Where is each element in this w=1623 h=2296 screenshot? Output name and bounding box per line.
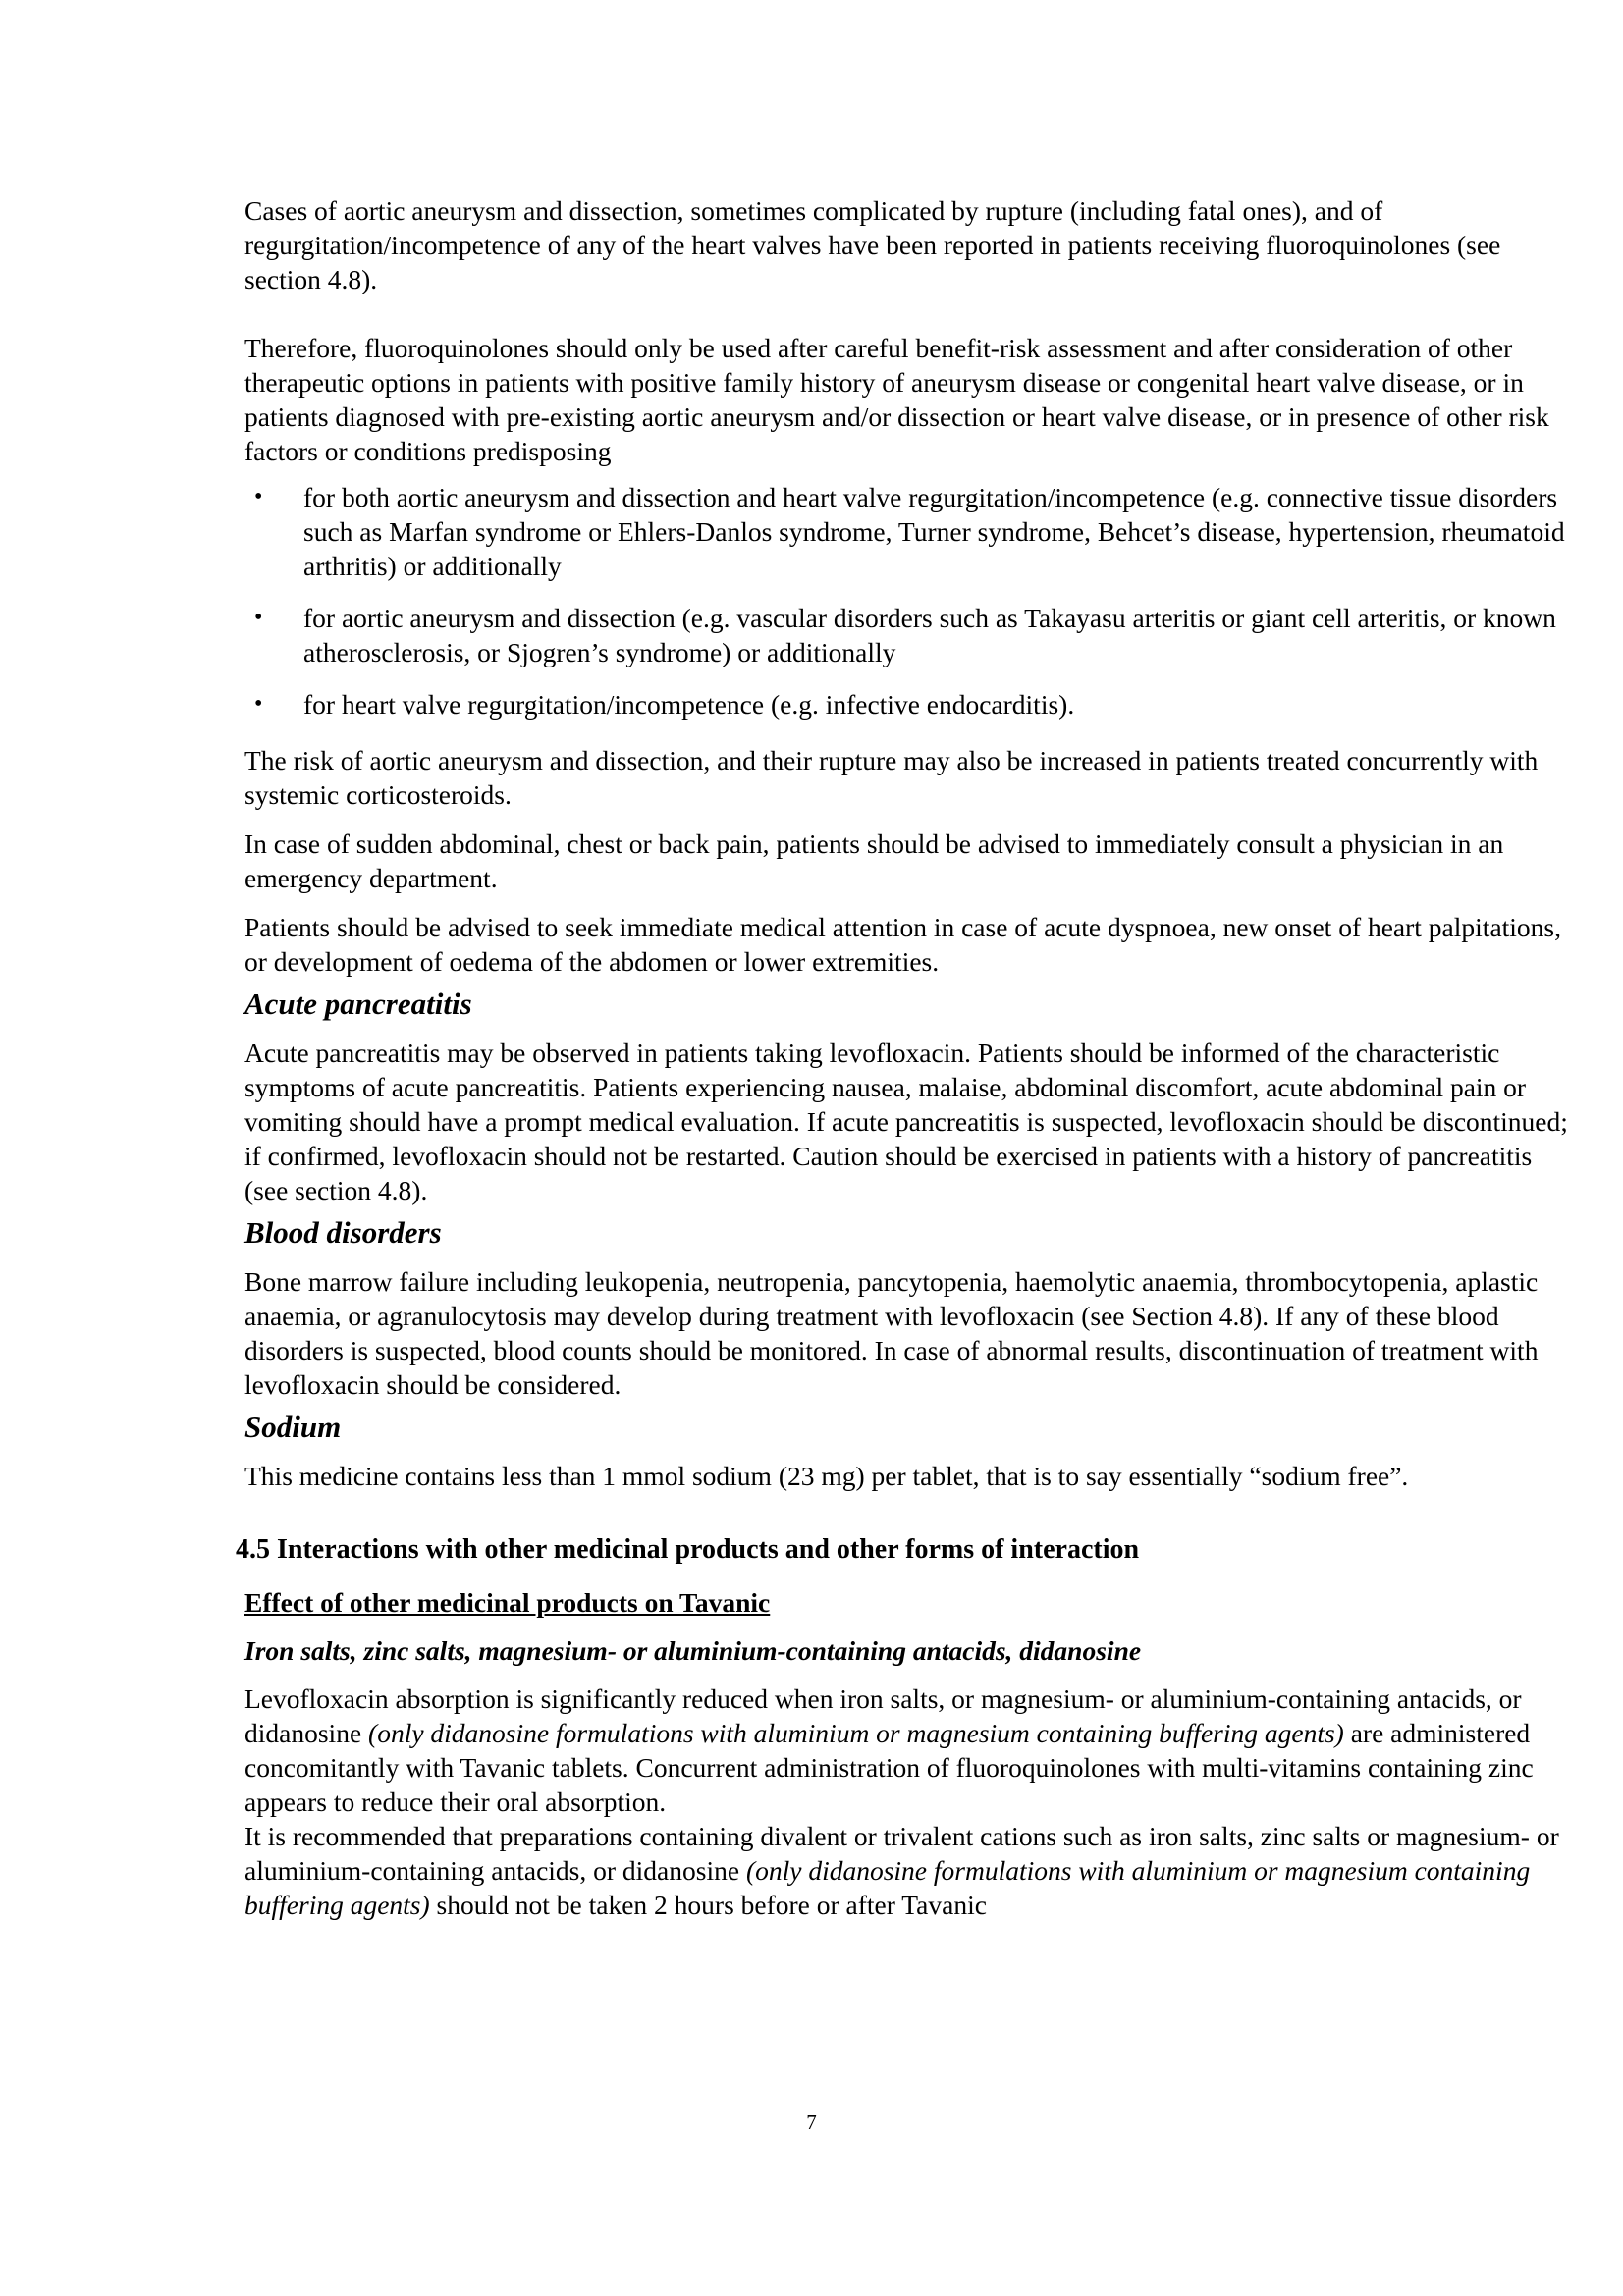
list-item-text: for both aortic aneurysm and dissection and heart valve regurgitation/incompetence (e.g. connective tissue disorders such as Marfan syndrome or Ehlers-Danlos syndrome, Turner syndrome, Behcet’s disease, hypertension, rheumatoid arthritis) or additionally	[303, 482, 1565, 581]
list-item	[244, 601, 1580, 669]
text-run-italic: (only didanosine formulations with aluminium or magnesium containing buffering agents)	[244, 1855, 1531, 1920]
list-item	[244, 687, 1580, 721]
paragraph-acute-pancreatitis: Acute pancreatitis may be observed in patients taking levofloxacin. Patients should be informed of the characteristic symptoms of acute pancreatitis. Patients experiencing nausea, malaise, abdominal discomfort, acute abdominal pain or vomiting should have a prompt medical evaluation. If acute pancreatitis is suspected, levofloxacin should be discontinued; if confirmed, levofloxacin should not be restarted. Caution should be exercised in patients with a history of pancreatitis (see section 4.8).	[244, 1038, 1568, 1205]
paragraph-corticosteroids: The risk of aortic aneurysm and dissection, and their rupture may also be increased in patients treated concurrently with systemic corticosteroids.	[244, 745, 1539, 810]
page-number: 7	[806, 2110, 817, 2134]
text-run: are administered concomitantly with Tavanic tablets. Concurrent administration of fluoroquinolones with multi-vitamins containing zinc appears to reduce their oral absorption.	[244, 1718, 1534, 1817]
heading-acute-pancreatitis: Acute pancreatitis	[244, 987, 472, 1021]
text-run: It is recommended that preparations containing divalent or trivalent cations such as iron salts, zinc salts or magnesium- or aluminium-containing antacids, or didanosine	[244, 1821, 1559, 1886]
heading-sodium: Sodium	[244, 1410, 342, 1444]
paragraph-blood-disorders: Bone marrow failure including leukopenia, neutropenia, pancytopenia, haemolytic anaemia, thrombocytopenia, aplastic anaemia, or agranulocytosis may develop during treatment with levofloxacin (see Section 4.8). If any of these blood disorders is suspected, blood counts should be monitored. In case of abnormal results, discontinuation of treatment with levofloxacin should be considered.	[244, 1266, 1539, 1400]
document-body	[236, 193, 1580, 1922]
text-run-italic: (only didanosine formulations with aluminium or magnesium containing buffering agents)	[368, 1718, 1344, 1748]
paragraph-sudden-pain: In case of sudden abdominal, chest or back pain, patients should be advised to immediately consult a physician in an emergency department.	[244, 828, 1504, 893]
subheading-iron-salts: Iron salts, zinc salts, magnesium- or aluminium-containing antacids, didanosine	[244, 1635, 1142, 1666]
paragraph-recommended	[244, 1819, 1580, 1922]
paragraph-therefore: Therefore, fluoroquinolones should only be used after careful benefit-risk assessment and after consideration of other therapeutic options in patients with positive family history of aneurysm disease or congenital heart valve disease, or in patients diagnosed with pre-existing aortic aneurysm and/or dissection or heart valve disease, or in presence of other risk factors or conditions predisposing	[244, 333, 1549, 466]
paragraph-aortic-aneurysm-cases: Cases of aortic aneurysm and dissection, sometimes complicated by rupture (including fatal ones), and of regurgitation/incompetence of any of the heart valves have been reported in patients receiving fluoroquinolones (see section 4.8).	[244, 195, 1501, 294]
paragraph-sodium: This medicine contains less than 1 mmol sodium (23 mg) per tablet, that is to say essentially “sodium free”.	[244, 1461, 1409, 1491]
paragraph-seek-attention: Patients should be advised to seek immediate medical attention in case of acute dyspnoea, new onset of heart palpitations, or development of oedema of the abdomen or lower extremities.	[244, 912, 1562, 977]
list-item	[244, 480, 1580, 583]
heading-blood-disorders: Blood disorders	[244, 1215, 442, 1250]
bullet-icon: •	[254, 484, 263, 509]
bullet-icon: •	[254, 691, 263, 717]
list-item-text: for aortic aneurysm and dissection (e.g. vascular disorders such as Takayasu arteritis or giant cell arteritis, or known atherosclerosis, or Sjogren’s syndrome) or additionally	[303, 603, 1556, 667]
bullet-icon: •	[254, 605, 263, 630]
paragraph-absorption-reduced	[244, 1682, 1580, 1819]
text-run: Levofloxacin absorption is significantly reduced when iron salts, or magnesium- or aluminium-containing antacids, or didanosine	[244, 1683, 1522, 1748]
heading-section-4-5: 4.5 Interactions with other medicinal products and other forms of interaction	[236, 1534, 1140, 1565]
list-item-text: for heart valve regurgitation/incompetence (e.g. infective endocarditis).	[303, 689, 1075, 720]
subheading-effect-on-tavanic: Effect of other medicinal products on Tavanic	[244, 1587, 771, 1618]
text-run: should not be taken 2 hours before or after Tavanic	[429, 1890, 987, 1920]
risk-factor-list	[244, 480, 1580, 721]
